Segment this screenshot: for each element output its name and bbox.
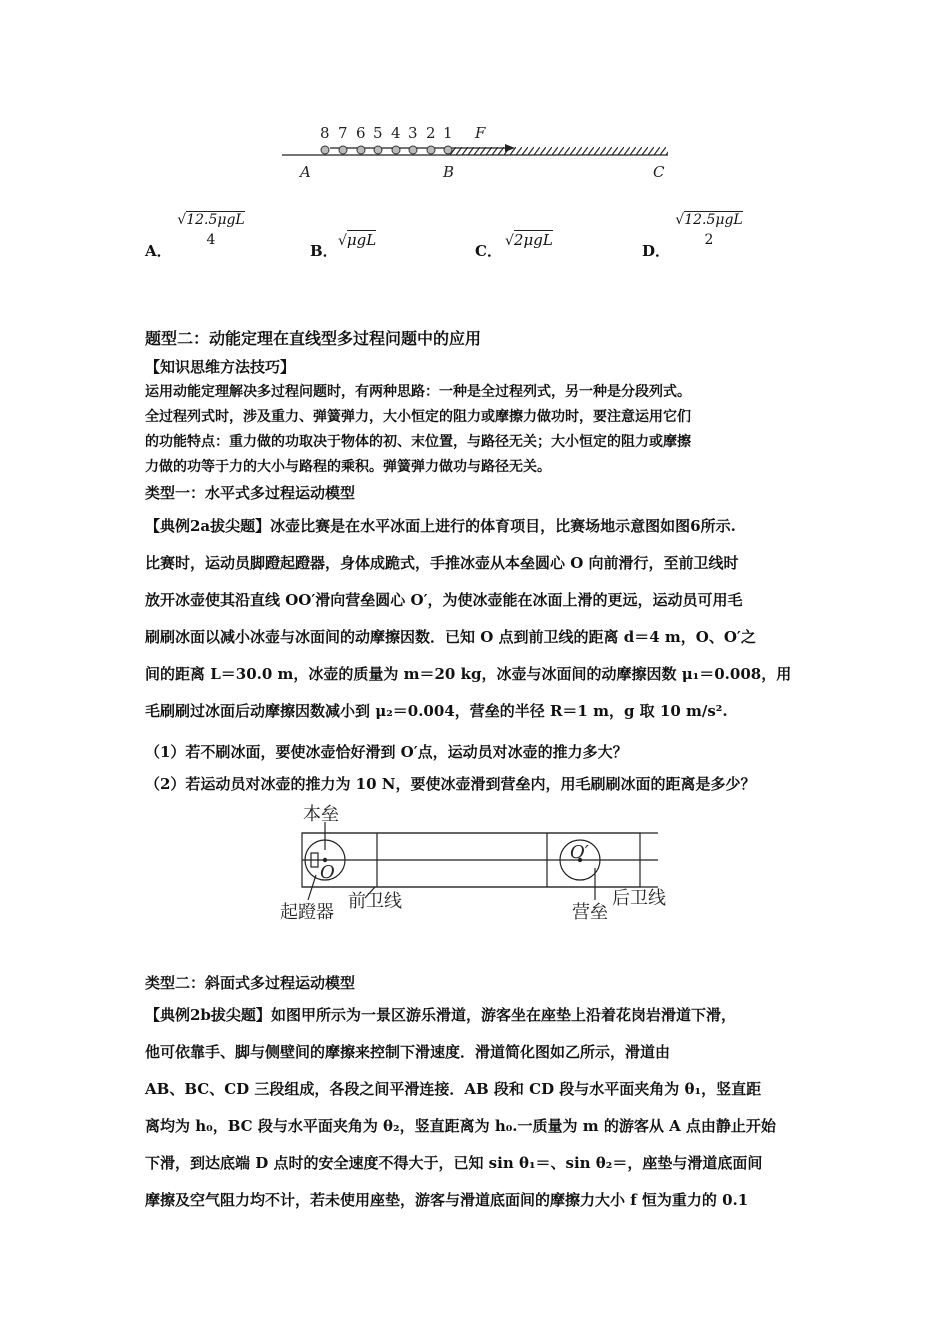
figure-curling [280,800,680,930]
section-title: 题型二：动能定理在直线型多过程问题中的应用 [145,329,482,348]
tip-line: 全过程列式时，涉及重力、弹簧弹力，大小恒定的阻力或摩擦力做功时，要注意运用它们 [145,409,691,425]
ball-number: 8 [320,124,330,142]
example-2b-line: 他可依靠手、脚与侧壁间的摩擦来控制下滑速度．滑道简化图如乙所示，滑道由 [145,1043,671,1061]
ball-number: 5 [373,124,383,142]
option-a-denominator: 4 [206,232,216,248]
example-2b-line: AB、BC、CD 三段组成，各段之间平滑连接．AB 段和 CD 段与水平面夹角为 θ₁，竖直距 [145,1080,762,1098]
tip-line: 的功能特点：重力做的功取决于物体的初、末位置，与路径无关；大小恒定的阻力或摩擦 [145,434,691,450]
tip-line: 力做的功等于力的大小与路程的乘积。弹簧弹力做功与路径无关。 [145,459,551,475]
type1-heading: 类型一：水平式多过程运动模型 [145,484,356,502]
option-a-numerator: √12.5μgL [177,212,245,228]
ball-number: 7 [338,124,348,142]
ball-number: 3 [408,124,418,142]
option-letter: B． [310,242,338,260]
example-2a-line: 毛刷刷过冰面后动摩擦因数减小到 μ₂＝0.004，营垒的半径 R＝1 m，g 取 10 m/s². [145,702,728,720]
hog-line-label: 前卫线 [348,891,402,912]
example-2b-line: 【典例2b拔尖题】如图甲所示为一景区游乐滑道，游客坐在座垫上沿着花岗岩滑道下滑， [145,1006,736,1024]
option-c-expr: √2μgL [505,231,553,249]
center-o-prime-label: O′ [570,842,589,863]
curling-diagram [280,800,680,930]
hack-label: 起蹬器 [280,902,334,923]
question-2: （2）若运动员对冰壶的推力为 10 N，要使冰壶滑到营垒内，用毛刷刷冰面的距离是多少？ [145,775,756,793]
option-b-expr: √μgL [338,231,377,249]
ball-number: 4 [391,124,401,142]
figure-track [270,115,680,190]
point-c: C [653,163,665,181]
example-2b-line: 摩擦及空气阻力均不计，若未使用座垫，游客与滑道底面间的摩擦力大小 f 恒为重力的 0.1 [145,1191,749,1209]
example-2a-line: 比赛时，运动员脚蹬起蹬器，身体成跪式，手推冰壶从本垒圆心 O 向前滑行，至前卫线时 [145,554,739,572]
point-b: B [443,163,455,181]
type2-heading: 类型二：斜面式多过程运动模型 [145,974,356,992]
ball-number: 2 [426,124,436,142]
option-d-denominator: 2 [704,232,714,248]
example-2b-line: 离均为 h₀，BC 段与水平面夹角为 θ₂，竖直距离为 h₀.一质量为 m 的游客从 A 点由静止开始 [145,1117,776,1135]
force-label: F [475,124,486,142]
example-2b-line: 下滑，到达底端 D 点时的安全速度不得大于，已知 sin θ₁＝、sin θ₂＝，座垫与滑道底面间 [145,1154,763,1172]
option-letter: C． [475,242,502,260]
ball-number: 1 [443,124,453,142]
home-base-label: 本垒 [303,804,339,825]
tips-header: 【知识思维方法技巧】 [145,358,296,376]
example-2a-line: 【典例2a拔尖题】冰壶比赛是在水平冰面上进行的体育项目，比赛场地示意图如图6所示. [145,517,736,535]
house-label: 营垒 [572,902,608,923]
option-d-numerator: √12.5μgL [675,212,743,228]
tip-line: 运用动能定理解决多过程问题时，有两种思路：一种是全过程列式，另一种是分段列式。 [145,384,691,400]
option-letter: A． [145,242,172,260]
question-1: （1）若不刷冰面，要使冰壶恰好滑到 O′点，运动员对冰壶的推力多大？ [145,743,628,761]
option-letter: D． [642,242,671,260]
track-diagram [270,115,680,190]
back-line-label: 后卫线 [612,888,666,909]
ball-number: 6 [356,124,366,142]
center-o-label: O [320,862,335,883]
point-a: A [300,163,311,181]
example-2a-line: 间的距离 L＝30.0 m，冰壶的质量为 m＝20 kg，冰壶与冰面间的动摩擦因数 μ₁＝0.008，用 [145,665,792,683]
example-2a-line: 放开冰壶使其沿直线 OO′滑向营垒圆心 O′，为使冰壶能在冰面上滑的更远，运动员可用毛 [145,591,743,609]
example-2a-line: 刷刷冰面以减小冰壶与冰面间的动摩擦因数．已知 O 点到前卫线的距离 d＝4 m，O、O′之 [145,628,756,646]
